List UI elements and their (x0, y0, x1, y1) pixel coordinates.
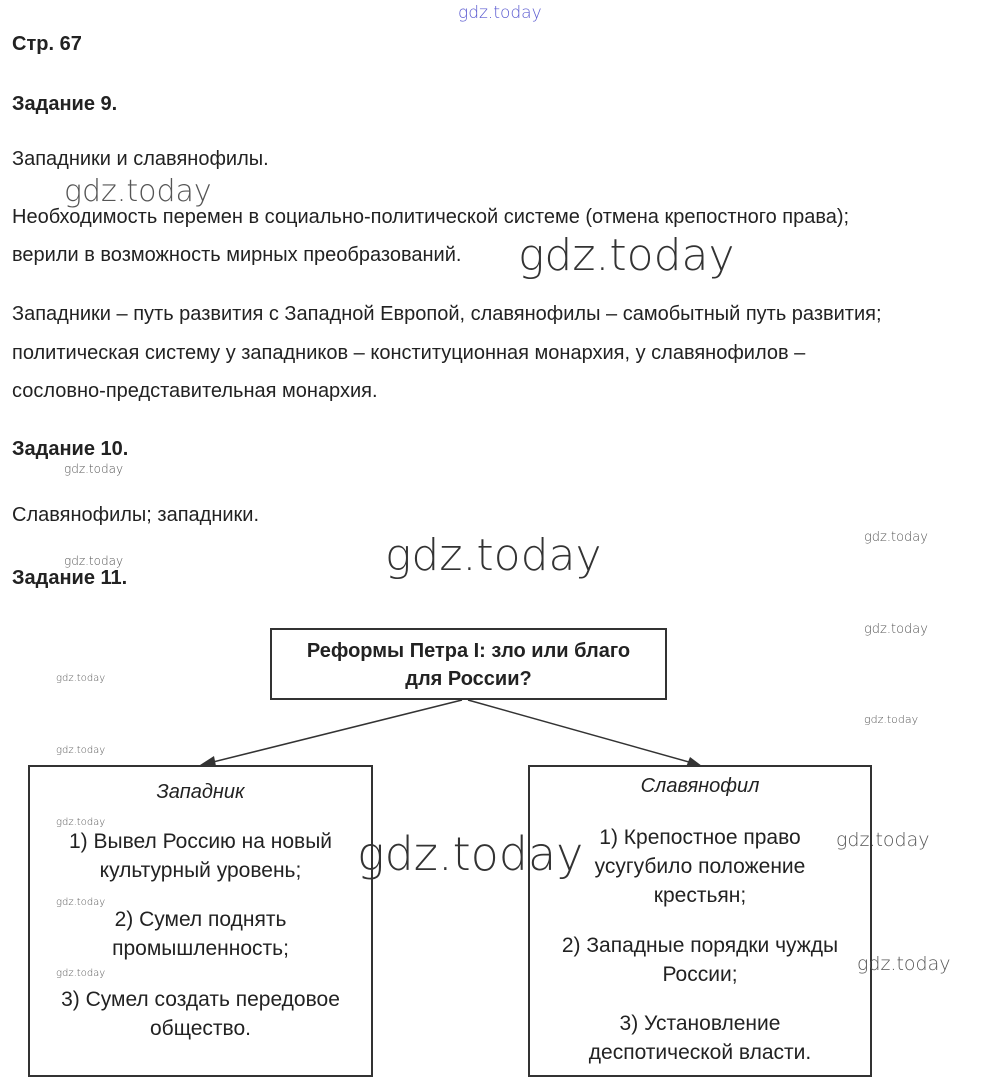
diagram-top-box (270, 628, 667, 700)
diagram-top-line1: Реформы Петра I: зло или благо (306, 640, 631, 662)
right-box-title: Славянофил (640, 775, 760, 797)
watermark: gdz.today (518, 230, 735, 281)
watermark: gdz.today (64, 554, 124, 568)
watermark: gdz.today (357, 827, 584, 881)
watermark: gdz.today (864, 530, 928, 545)
task9-answer3-line2: политическая систему у западников – конституционная монархия, у славянофилов – (12, 342, 806, 364)
page-number: Стр. 67 (12, 33, 82, 55)
task10-title: Задание 10. (12, 438, 129, 460)
watermark: gdz.today (385, 530, 602, 581)
watermark: gdz.today (56, 817, 106, 828)
left-item-1: 1) Вывел Россию на новый культурный уровень; (68, 830, 333, 882)
diagram-right-box (528, 765, 872, 1077)
task9-answer3-line1: Западники – путь развития с Западной Европой, славянофилы – самобытный путь развития; (12, 303, 882, 325)
left-item-3: 3) Сумел создать передовое общество. (61, 988, 340, 1040)
watermark: gdz.today (864, 713, 919, 726)
task9-title: Задание 9. (12, 93, 118, 115)
task9-answer1: Западники и славянофилы. (12, 148, 269, 170)
watermark: gdz.today (64, 174, 212, 209)
diagram-left-box (28, 765, 373, 1077)
diagram-top-line2: для России? (405, 668, 532, 690)
task9-answer2-line2: верили в возможность мирных преобразований. (12, 244, 462, 266)
left-item-2: 2) Сумел поднять промышленность; (112, 908, 289, 960)
task11-title: Задание 11. (12, 567, 128, 589)
watermark: gdz.today (64, 462, 124, 476)
watermark: gdz.today (857, 953, 951, 975)
right-item-3: 3) Установление деспотической власти. (588, 1012, 812, 1064)
task9-answer3-line3: сословно-представительная монархия. (12, 380, 378, 402)
watermark: gdz.today (56, 745, 106, 756)
right-item-2: 2) Западные порядки чужды России; (561, 934, 839, 986)
watermark: gdz.today (458, 3, 542, 23)
right-item-1: 1) Крепостное право усугубило положение крестьян; (594, 826, 806, 907)
watermark: gdz.today (56, 897, 106, 908)
left-box-title: Западник (156, 781, 245, 803)
watermark: gdz.today (56, 673, 106, 684)
watermark: gdz.today (836, 829, 930, 851)
watermark: gdz.today (864, 622, 928, 637)
task9-answer2-line1: Необходимость перемен в социально-политической системе (отмена крепостного права); (12, 206, 850, 228)
watermark: gdz.today (56, 968, 106, 979)
task10-answer: Славянофилы; западники. (12, 504, 260, 526)
